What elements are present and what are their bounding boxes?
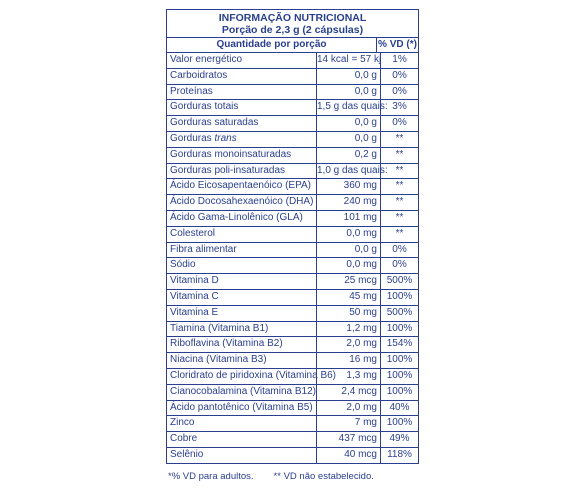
nutrient-amount: 1,2 mg [316, 322, 380, 337]
nutrient-amount: 0,0 g [316, 69, 380, 84]
nutrient-name: Ácido Eicosapentaenóico (EPA) [170, 180, 312, 192]
table-row [167, 116, 418, 132]
nutrient-vd: 500% [380, 306, 418, 321]
nutrient-amount: 7 mg [316, 416, 380, 431]
nutrient-amount: 0,0 mg [316, 258, 380, 273]
table-row [167, 369, 418, 385]
nutrient-amount: 50 mg [316, 306, 380, 321]
nutrient-name: Gorduras saturadas [170, 117, 259, 129]
serving-size: Porção de 2,3 g (2 cápsulas) [221, 24, 364, 36]
nutrient-vd: 0% [380, 116, 418, 131]
nutrient-name: Proteínas [170, 85, 213, 97]
table-row [167, 85, 418, 101]
table-row [167, 322, 418, 338]
nutrient-name: Tiamina (Vitamina B1) [170, 322, 269, 334]
nutrient-vd: ** [380, 164, 418, 179]
nutrient-amount: 437 mcg [316, 432, 380, 447]
nutrition-facts-panel [166, 9, 419, 482]
nutrient-vd: 154% [380, 337, 418, 352]
table-row [167, 401, 418, 417]
nutrient-amount: 2,4 mcg [316, 385, 380, 400]
nutrient-amount: 0,0 g [316, 85, 380, 100]
nutrient-vd: 118% [380, 448, 418, 463]
table-row [167, 148, 418, 164]
nutrient-name: Ácido Gama-Linolênico (GLA) [170, 211, 303, 223]
nutrient-name: Vitamina D [170, 275, 219, 287]
nutrition-table [166, 9, 419, 464]
footnote-vd-adults: *% VD para adultos. [168, 470, 254, 482]
nutrient-name: Zinco [170, 417, 195, 429]
nutrient-name: Colesterol [170, 227, 216, 239]
nutrient-amount: 45 mg [316, 290, 380, 305]
nutrient-name: Riboflavina (Vitamina B2) [170, 338, 283, 350]
nutrient-amount: 360 mg [316, 179, 380, 194]
nutrient-vd: 0% [380, 243, 418, 258]
table-row [167, 353, 418, 369]
table-row [167, 69, 418, 85]
nutrient-amount: 0,0 g [316, 132, 380, 147]
table-row [167, 243, 418, 259]
nutrient-name: Gorduras trans [170, 132, 237, 144]
nutrient-vd: ** [380, 148, 418, 163]
table-row [167, 448, 418, 463]
nutrient-vd: 40% [380, 401, 418, 416]
nutrient-name: Selênio [170, 448, 204, 460]
nutrient-name: Vitamina E [170, 306, 219, 318]
nutrient-name: Cloridrato de piridoxina (Vitamina B6) [170, 369, 337, 381]
table-title [167, 10, 418, 38]
nutrient-vd: ** [380, 195, 418, 210]
nutrient-name: Vitamina C [170, 290, 219, 302]
nutrient-vd: ** [380, 179, 418, 194]
nutrient-name: Gorduras poli-insaturadas [170, 164, 286, 176]
nutrient-amount: 101 mg [316, 211, 380, 226]
nutrient-amount: 2,0 mg [316, 401, 380, 416]
nutrient-amount: 1,3 mg [316, 369, 380, 384]
nutrient-name: Niacina (Vitamina B3) [170, 354, 267, 366]
nutrient-vd: 1% [380, 53, 418, 68]
nutrient-vd: 100% [380, 322, 418, 337]
table-row [167, 274, 418, 290]
footnote-vd-not-established: ** VD não estabelecido. [273, 470, 374, 482]
table-row [167, 416, 418, 432]
nutrient-amount: 2,0 mg [316, 337, 380, 352]
table-body [167, 53, 418, 463]
header-quantity: Quantidade por porção [216, 39, 327, 50]
nutrient-vd: 100% [380, 369, 418, 384]
table-row [167, 100, 418, 116]
table-row [167, 211, 418, 227]
nutrient-vd: ** [380, 132, 418, 147]
table-row [167, 432, 418, 448]
nutrient-vd: 100% [380, 290, 418, 305]
nutrient-vd: 100% [380, 385, 418, 400]
nutrient-amount: 0,2 g [316, 148, 380, 163]
nutrient-vd: ** [380, 211, 418, 226]
nutrient-vd: 0% [380, 258, 418, 273]
footnotes [166, 471, 419, 482]
nutrient-amount: 240 mg [316, 195, 380, 210]
nutrient-vd: 3% [380, 100, 418, 115]
table-row [167, 306, 418, 322]
nutrient-amount: 16 mg [316, 353, 380, 368]
nutrient-amount: 25 mcg [316, 274, 380, 289]
nutrient-vd: 100% [380, 353, 418, 368]
table-row [167, 385, 418, 401]
nutrient-vd: 500% [380, 274, 418, 289]
nutrient-amount: 14 kcal = 57 kj [316, 53, 380, 68]
nutrient-amount: 0,0 g [316, 243, 380, 258]
nutrient-amount: 1,0 g das quais: [316, 164, 380, 179]
nutrient-vd: 0% [380, 85, 418, 100]
nutrient-name: Gorduras monoinsaturadas [170, 148, 292, 160]
table-row [167, 258, 418, 274]
nutrient-vd: 49% [380, 432, 418, 447]
nutrient-name: Carboidratos [170, 69, 228, 81]
nutrient-name: Fibra alimentar [170, 243, 237, 255]
table-row [167, 337, 418, 353]
table-row [167, 179, 418, 195]
nutrient-name: Cianocobalamina (Vitamina B12) [170, 385, 317, 397]
nutrient-amount: 0,0 g [316, 116, 380, 131]
nutrient-name: Valor energético [170, 54, 243, 65]
nutrient-name: Ácido Docosahexaenóico (DHA) [170, 196, 314, 208]
nutrient-name: Gorduras totais [170, 101, 239, 113]
nutrient-vd: ** [380, 227, 418, 242]
nutrient-vd: 0% [380, 69, 418, 84]
table-header [167, 38, 418, 53]
title-heading: INFORMAÇÃO NUTRICIONAL [218, 12, 367, 24]
table-row [167, 290, 418, 306]
table-row [167, 53, 418, 69]
nutrient-amount: 1,5 g das quais: [316, 100, 380, 115]
nutrient-amount: 40 mcg [316, 448, 380, 463]
header-vd: % VD (*) [376, 38, 418, 52]
table-row [167, 132, 418, 148]
nutrient-vd: 100% [380, 416, 418, 431]
table-row [167, 227, 418, 243]
nutrient-name: Ácido pantotênico (Vitamina B5) [170, 401, 313, 413]
nutrient-amount: 0,0 mg [316, 227, 380, 242]
table-row [167, 164, 418, 180]
nutrient-name: Cobre [170, 433, 198, 445]
table-row [167, 195, 418, 211]
nutrient-name: Sódio [170, 259, 196, 271]
